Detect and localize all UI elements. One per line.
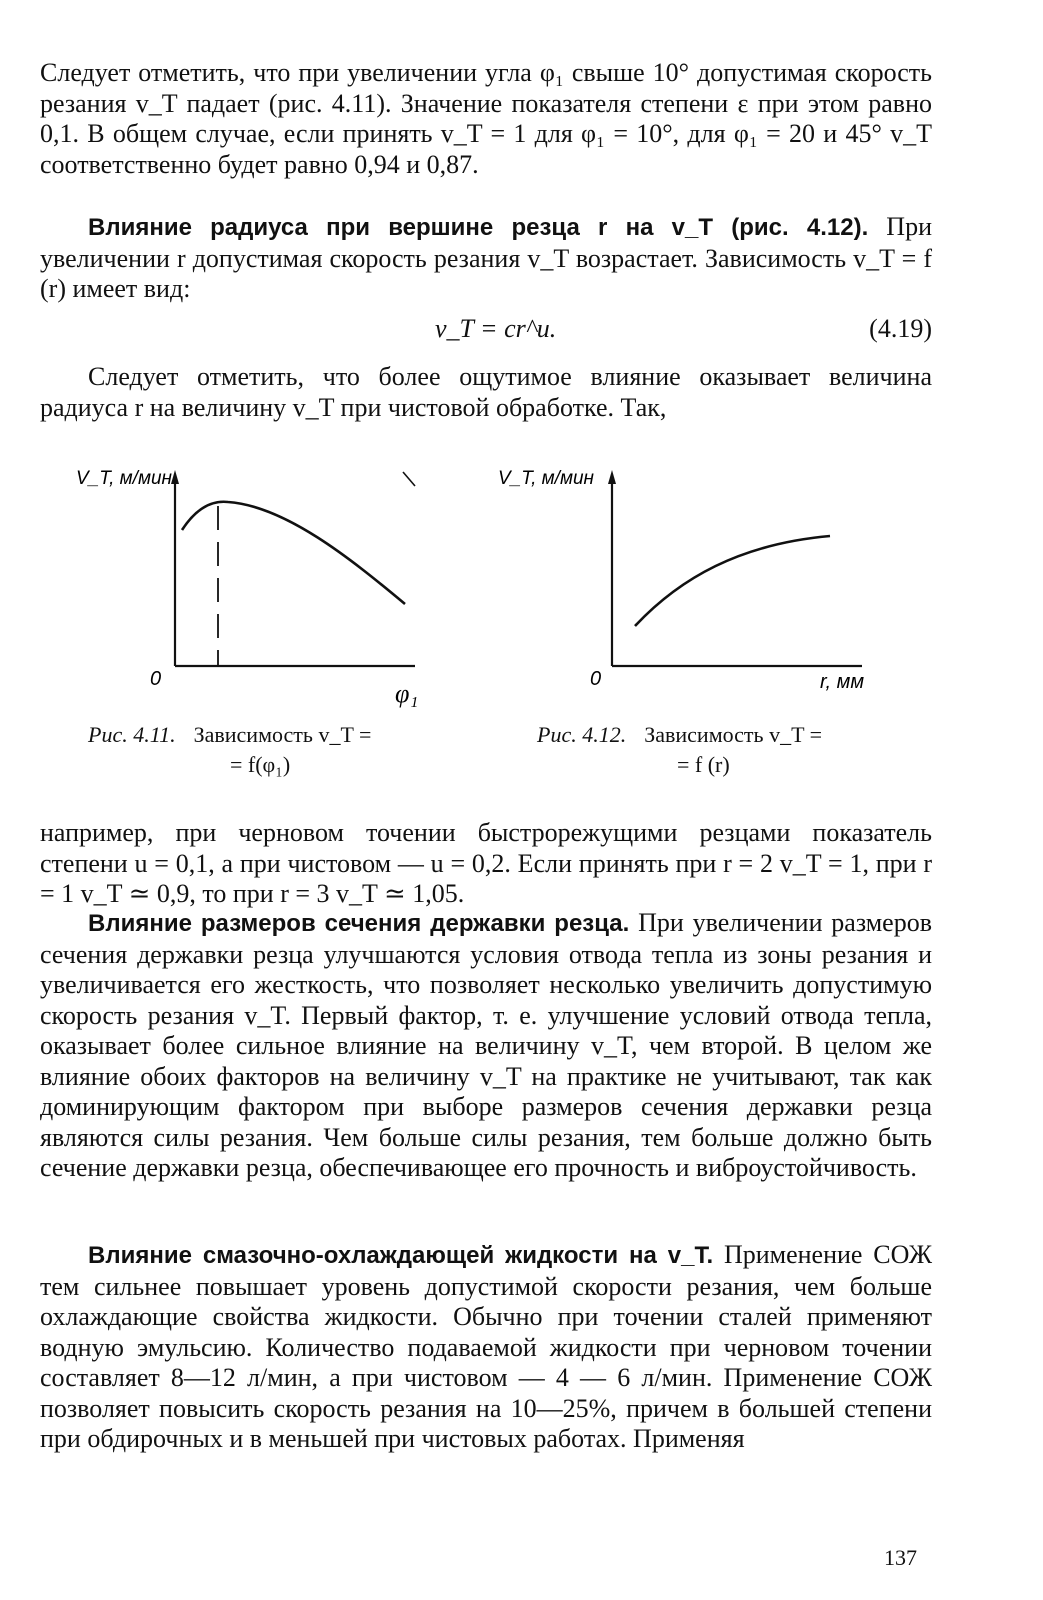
x-axis-label: φ₁: [395, 679, 419, 708]
formula-number: (4.19): [869, 314, 932, 343]
paragraph-radius-body: При увеличении r допустимая скорость резания v_T возрастает. Зависимость v_T = f (r) имеет вид:: [40, 212, 932, 303]
figure-4-12-graph: [490, 458, 880, 718]
y-axis-label: V_T, м/мин: [76, 468, 173, 489]
y-axis-arrow: [608, 470, 616, 484]
formula-expression: v_T = cr^u.: [435, 314, 557, 343]
figure-4-12-caption: [537, 720, 822, 780]
curve-vt-r: [635, 536, 830, 626]
caption-label: Рис. 4.12.: [537, 722, 627, 747]
paragraph-holder-size-body: При увеличении размеров сечения державки резца улучшаются условия отвода тепла из зоны резания и увеличивается его жесткость, что позволяет несколько увеличить допустимую скорость резания v_T. Первый фактор, т. е. улучшение условий отвода тепла, оказывает более сильное влияние на величину v_T, чем второй. В целом же влияние обоих факторов на величину v_T на практике не учитывают, так как доминирующим фактором при выборе размеров сечения державки резца являются силы резания. Чем больше силы резания, тем больше должно быть сечение державки резца, обеспечивающее его прочность и виброустойчивость.: [40, 908, 932, 1182]
caption-text: Зависимость v_T =: [193, 722, 372, 747]
figure-4-12: [490, 458, 880, 718]
paragraph-holder-size: [40, 908, 932, 1184]
page-number: 137: [884, 1545, 917, 1570]
caption-text-line2: = f (r): [677, 752, 730, 777]
figure-4-11-graph: [70, 458, 430, 718]
paragraph-coolant: [40, 1240, 932, 1455]
x-axis-label: r, мм: [820, 671, 865, 693]
paragraph-radius: [40, 212, 932, 305]
section-heading-coolant: Влияние смазочно-охлаждающей жидкости на v_T.: [88, 1242, 714, 1269]
caption-label: Рис. 4.11.: [88, 722, 176, 747]
curve-vt-phi: [182, 502, 405, 604]
figure-4-11-caption: [88, 720, 371, 780]
paragraph-coolant-body: Применение СОЖ тем сильнее повышает уровень допустимой скорости резания, чем больше охлаждающие свойства жидкости. Обычно при точении сталей применяют водную эмульсию. Количество подаваемой жидкости при черновом точении составляет 8—12 л/мин, а при чистовом — 4 — 6 л/мин. Применение СОЖ позволяет повысить скорость резания на 10—25%, причем в большей степени при обдирочных и в меньшей при чистовых работах. Применяя: [40, 1240, 932, 1453]
stray-mark: [403, 472, 415, 486]
caption-text: Зависимость v_T =: [644, 722, 823, 747]
formula-4-19: [40, 313, 932, 345]
caption-text-line2: = f(φ₁): [230, 752, 291, 777]
figure-4-11: [70, 458, 430, 718]
y-axis-label: V_T, м/мин: [498, 468, 595, 489]
paragraph-cutting-angle: Следует отметить, что при увеличении угла φ₁ свыше 10° допустимая скорость резания v_T падает (рис. 4.11). Значение показателя степени ε при этом равно 0,1. В общем случае, если принять v_T = 1 для φ₁ = 10°, для φ₁ = 20 и 45° v_T соответственно будет равно 0,94 и 0,87.: [40, 58, 932, 179]
section-heading-holder-size: Влияние размеров сечения державки резца.: [88, 910, 630, 937]
paragraph-example: например, при черновом точении быстрорежущими резцами показатель степени u = 0,1, а при чистовом — u = 0,2. Если принять при r = 2 v_T = 1, при r = 1 v_T ≃ 0,9, то при r = 3 v_T ≃ 1,05.: [40, 818, 932, 908]
paragraph-finishing: Следует отметить, что более ощутимое влияние оказывает величина радиуса r на величину v_T при чистовой обработке. Так,: [40, 362, 932, 422]
origin-label: 0: [590, 668, 602, 690]
origin-label: 0: [150, 668, 162, 690]
y-axis-arrow: [171, 470, 179, 484]
section-heading-radius: Влияние радиуса при вершине резца r на v_T (рис. 4.12).: [88, 214, 869, 241]
